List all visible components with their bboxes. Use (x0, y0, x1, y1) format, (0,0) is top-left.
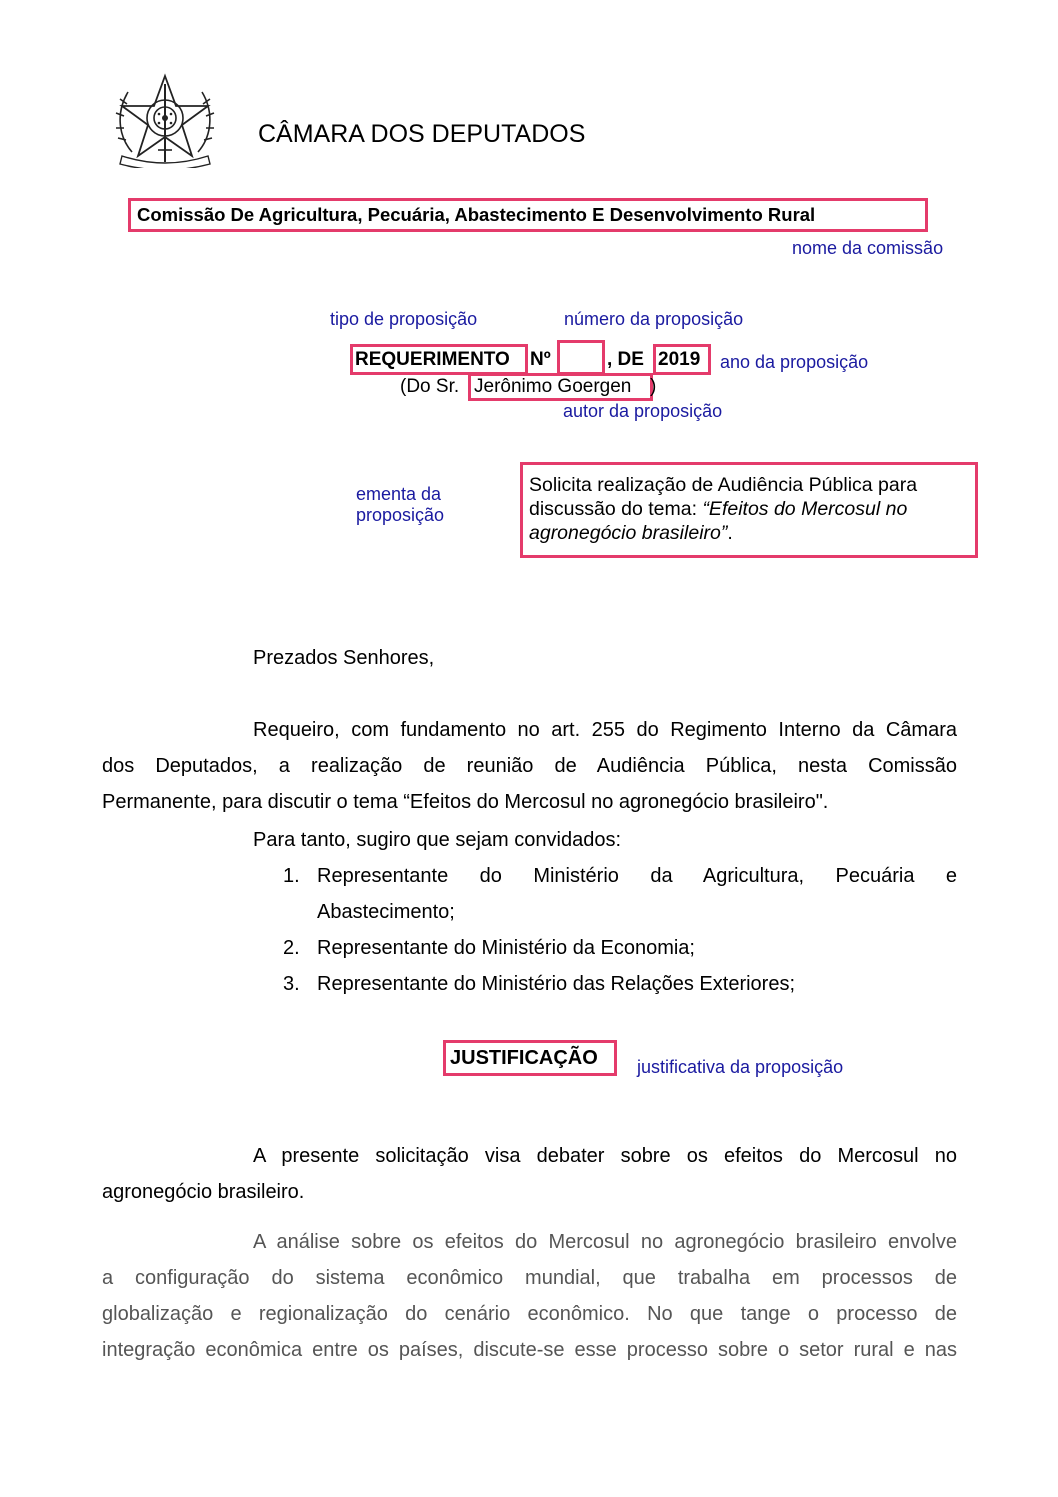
proposition-type: REQUERIMENTO (355, 349, 510, 370)
list-item-text (317, 858, 957, 930)
invitee-list (283, 858, 957, 1002)
summary-line3-end: . (727, 522, 733, 544)
summary-line2 (529, 497, 917, 521)
summary-line2-italic: “Efeitos do Mercosul no (702, 498, 908, 520)
list-item (283, 930, 957, 966)
justification-p2-line2: a configuração do sistema econômico mundial, que trabalha em processos de (102, 1267, 957, 1289)
summary-line1: Solicita realização de Audiência Pública para (529, 474, 918, 496)
justification-paragraph-2 (102, 1224, 957, 1368)
justification-annotation: justificativa da proposição (637, 1057, 844, 1077)
number-annotation: número da proposição (564, 309, 744, 329)
author-prefix: (Do Sr. (400, 376, 460, 397)
author-name: Jerônimo Goergen (474, 376, 632, 397)
committee-name: Comissão De Agricultura, Pecuária, Abastecimento E Desenvolvimento Rural (137, 204, 816, 225)
number-prefix: Nº (530, 349, 551, 370)
year-prefix: , DE (607, 349, 644, 370)
list-item-number: 3. (283, 973, 300, 995)
justification-p2-line1: A análise sobre os efeitos do Mercosul no agronegócio brasileiro envolve (253, 1231, 957, 1253)
request-line1: Requeiro, com fundamento no art. 255 do Regimento Interno da Câmara (253, 719, 957, 741)
justification-paragraph-1 (102, 1138, 957, 1210)
year-annotation: ano da proposição (720, 352, 869, 372)
request-line3: Permanente, para discutir o tema “Efeitos do Mercosul no agronegócio brasileiro". (102, 791, 829, 813)
list-item-number: 1. (283, 865, 300, 887)
type-annotation: tipo de proposição (330, 309, 478, 329)
committee-annotation: nome da comissão (792, 238, 944, 258)
justification-p1-line2: agronegócio brasileiro. (102, 1181, 305, 1203)
list-item-line1: Representante do Ministério da Agricultura, Pecuária e (317, 865, 957, 887)
chamber-title: CÂMARA DOS DEPUTADOS (258, 120, 586, 148)
summary-annotation-line2: proposição (356, 505, 445, 525)
list-item-number: 2. (283, 937, 300, 959)
number-highlight-box (557, 340, 605, 375)
proposition-year: 2019 (658, 349, 701, 370)
list-item-line1: Representante do Ministério da Economia; (317, 937, 695, 959)
justification-p2-line4: integração econômica entre os países, discute-se esse processo sobre o setor rural e nas (102, 1339, 957, 1361)
author-suffix: ) (650, 376, 657, 397)
salutation: Prezados Senhores, (253, 647, 435, 669)
request-line2: dos Deputados, a realização de reunião de Audiência Pública, nesta Comissão (102, 755, 957, 777)
justification-p2-line3: globalização e regionalização do cenário econômico. No que tange o processo de (102, 1303, 957, 1325)
justification-p1-line1: A presente solicitação visa debater sobre os efeitos do Mercosul no (253, 1145, 957, 1167)
invite-intro: Para tanto, sugiro que sejam convidados: (253, 829, 621, 851)
summary-line3 (529, 521, 917, 545)
summary-text (529, 473, 917, 545)
list-item (283, 966, 957, 1002)
justification-heading: JUSTIFICAÇÃO (450, 1047, 598, 1069)
author-annotation: autor da proposição (563, 401, 723, 421)
summary-line3-italic: agronegócio brasileiro” (529, 522, 728, 544)
summary-annotation-line1: ementa da (356, 484, 442, 504)
coat-of-arms-icon (112, 70, 218, 168)
summary-line2-plain: discussão do tema: (529, 498, 703, 520)
list-item-line2: Abastecimento; (317, 901, 455, 923)
summary-annotation (356, 484, 444, 526)
request-paragraph (102, 712, 957, 820)
list-item (283, 858, 957, 930)
list-item-line1: Representante do Ministério das Relações Exteriores; (317, 973, 796, 995)
